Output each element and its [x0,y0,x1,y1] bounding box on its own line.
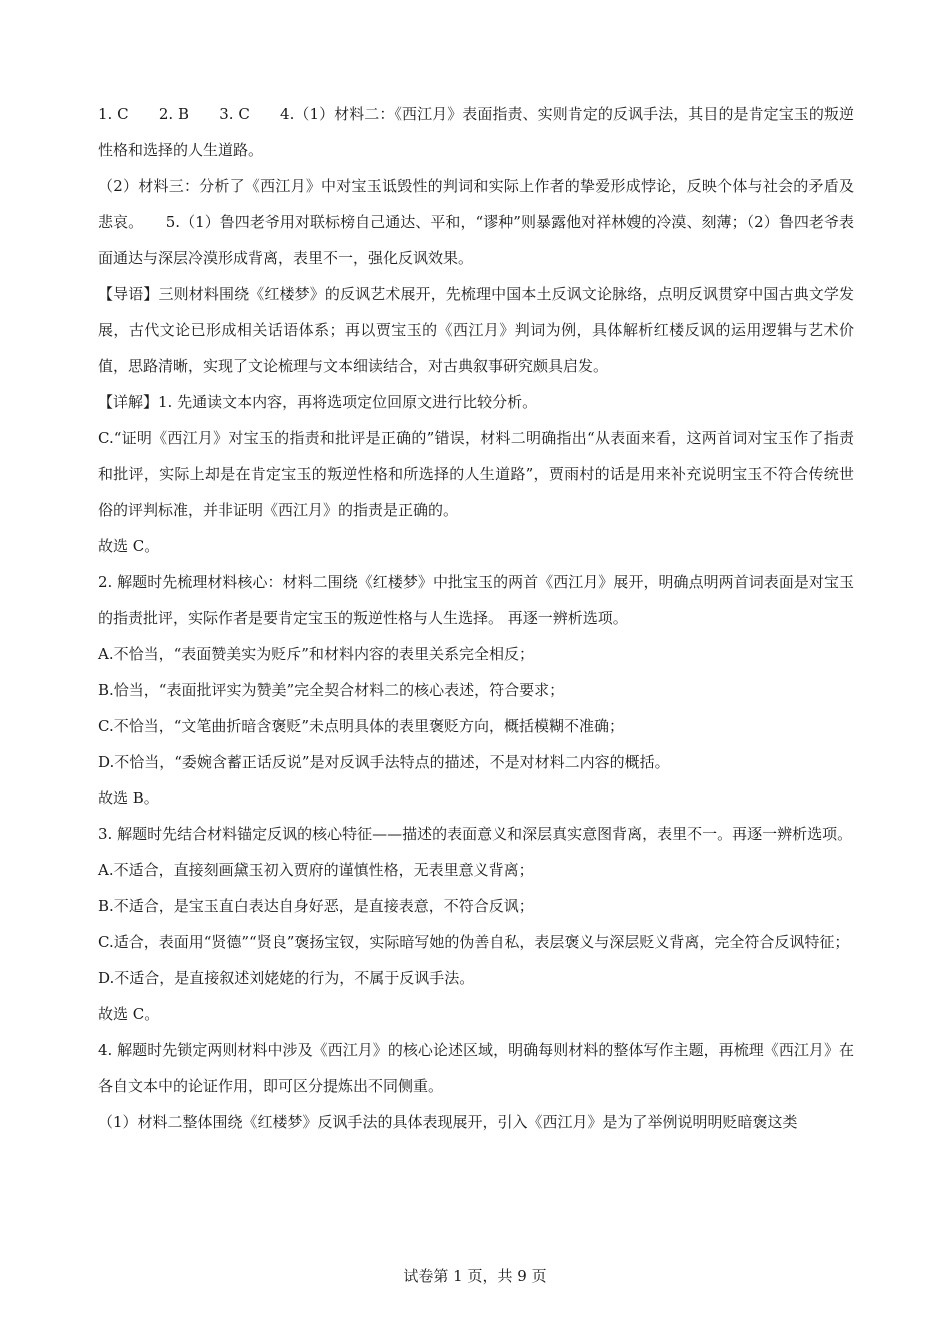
answer-summary-line: 1. C 2. B 3. C 4.（1）材料二：《西江月》表面指责、实则肯定的反讽手法，其目的是肯定宝玉的叛逆性格和选择的人生道路。 [98,105,854,159]
q2-option-a: A.不恰当，“表面赞美实为贬斥”和材料内容的表里关系完全相反； [98,645,534,663]
q3-intro: 3. 解题时先结合材料锚定反讽的核心特征——描述的表面意义和深层真实意图背离，表里不一。再逐一辨析选项。 [98,825,853,843]
q3-option-d: D.不适合，是直接叙述刘姥姥的行为，不属于反讽手法。 [98,969,475,987]
page-footer: 试卷第 1 页，共 9 页 [403,1267,547,1285]
answer-summary-continued: （2）材料三：分析了《西江月》中对宝玉诋毁性的判词和实际上作者的挚爱形成悖论，反映个体与社会的矛盾及悲哀。 5.（1）鲁四老爷用对联标榜自己通达、平和，“谬种”则暴露他对祥林嫂的冷漠、刻薄；（2）鲁四老爷表面通达与深层冷漠形成背离，表里不一，强化反讽效果。 [98,177,854,267]
q2-intro: 2. 解题时先梳理材料核心：材料二围绕《红楼梦》中批宝玉的两首《西江月》展开，明确点明两首词表面是对宝玉的指责批评，实际作者是要肯定宝玉的叛逆性格与人生选择。 再逐一辨析选项。 [98,573,854,627]
guide-paragraph: 【导语】三则材料围绕《红楼梦》的反讽艺术展开，先梳理中国本土反讽文论脉络，点明反讽贯穿中国古典文学发展，古代文论已形成相关话语体系；再以贾宝玉的《西江月》判词为例，具体解析红楼反讽的运用逻辑与艺术价值，思路清晰，实现了文论梳理与文本细读结合，对古典叙事研究颇具启发。 [98,285,854,375]
answer-content [98,96,854,1140]
q3-option-b: B.不适合，是宝玉直白表达自身好恶，是直接表意，不符合反讽； [98,897,534,915]
q4-intro: 4. 解题时先锁定两则材料中涉及《西江月》的核心论述区域，明确每则材料的整体写作主题，再梳理《西江月》在各自文本中的论证作用，即可区分提炼出不同侧重。 [98,1041,854,1095]
q2-option-d: D.不恰当，“委婉含蓄正话反说”是对反讽手法特点的描述，不是对材料二内容的概括。 [98,753,670,771]
q2-option-b: B.恰当，“表面批评实为赞美”完全契合材料二的核心表述，符合要求； [98,681,565,699]
q4-part1: （1）材料二整体围绕《红楼梦》反讽手法的具体表现展开，引入《西江月》是为了举例说明明贬暗褒这类 [98,1113,798,1131]
q3-answer: 故选 C。 [98,1005,160,1023]
q1-answer: 故选 C。 [98,537,160,555]
q3-option-a: A.不适合，直接刻画黛玉初入贾府的谨慎性格，无表里意义背离； [98,861,534,879]
detail-intro: 【详解】1. 先通读文本内容，再将选项定位回原文进行比较分析。 [98,393,538,411]
q1-analysis: C.“证明《西江月》对宝玉的指责和批评是正确的”错误，材料二明确指出“从表面来看，这两首词对宝玉作了指责和批评，实际上却是在肯定宝玉的叛逆性格和所选择的人生道路”，贾雨村的话是用来补充说明宝玉不符合传统世俗的评判标准，并非证明《西江月》的指责是正确的。 [98,429,854,519]
q2-option-c: C.不恰当，“文笔曲折暗含褒贬”未点明具体的表里褒贬方向，概括模糊不准确； [98,717,625,735]
q2-answer: 故选 B。 [98,789,159,807]
q3-option-c: C.适合，表面用“贤德”“贤良”褒扬宝钗，实际暗写她的伪善自私，表层褒义与深层贬义背离，完全符合反讽特征； [98,933,850,951]
